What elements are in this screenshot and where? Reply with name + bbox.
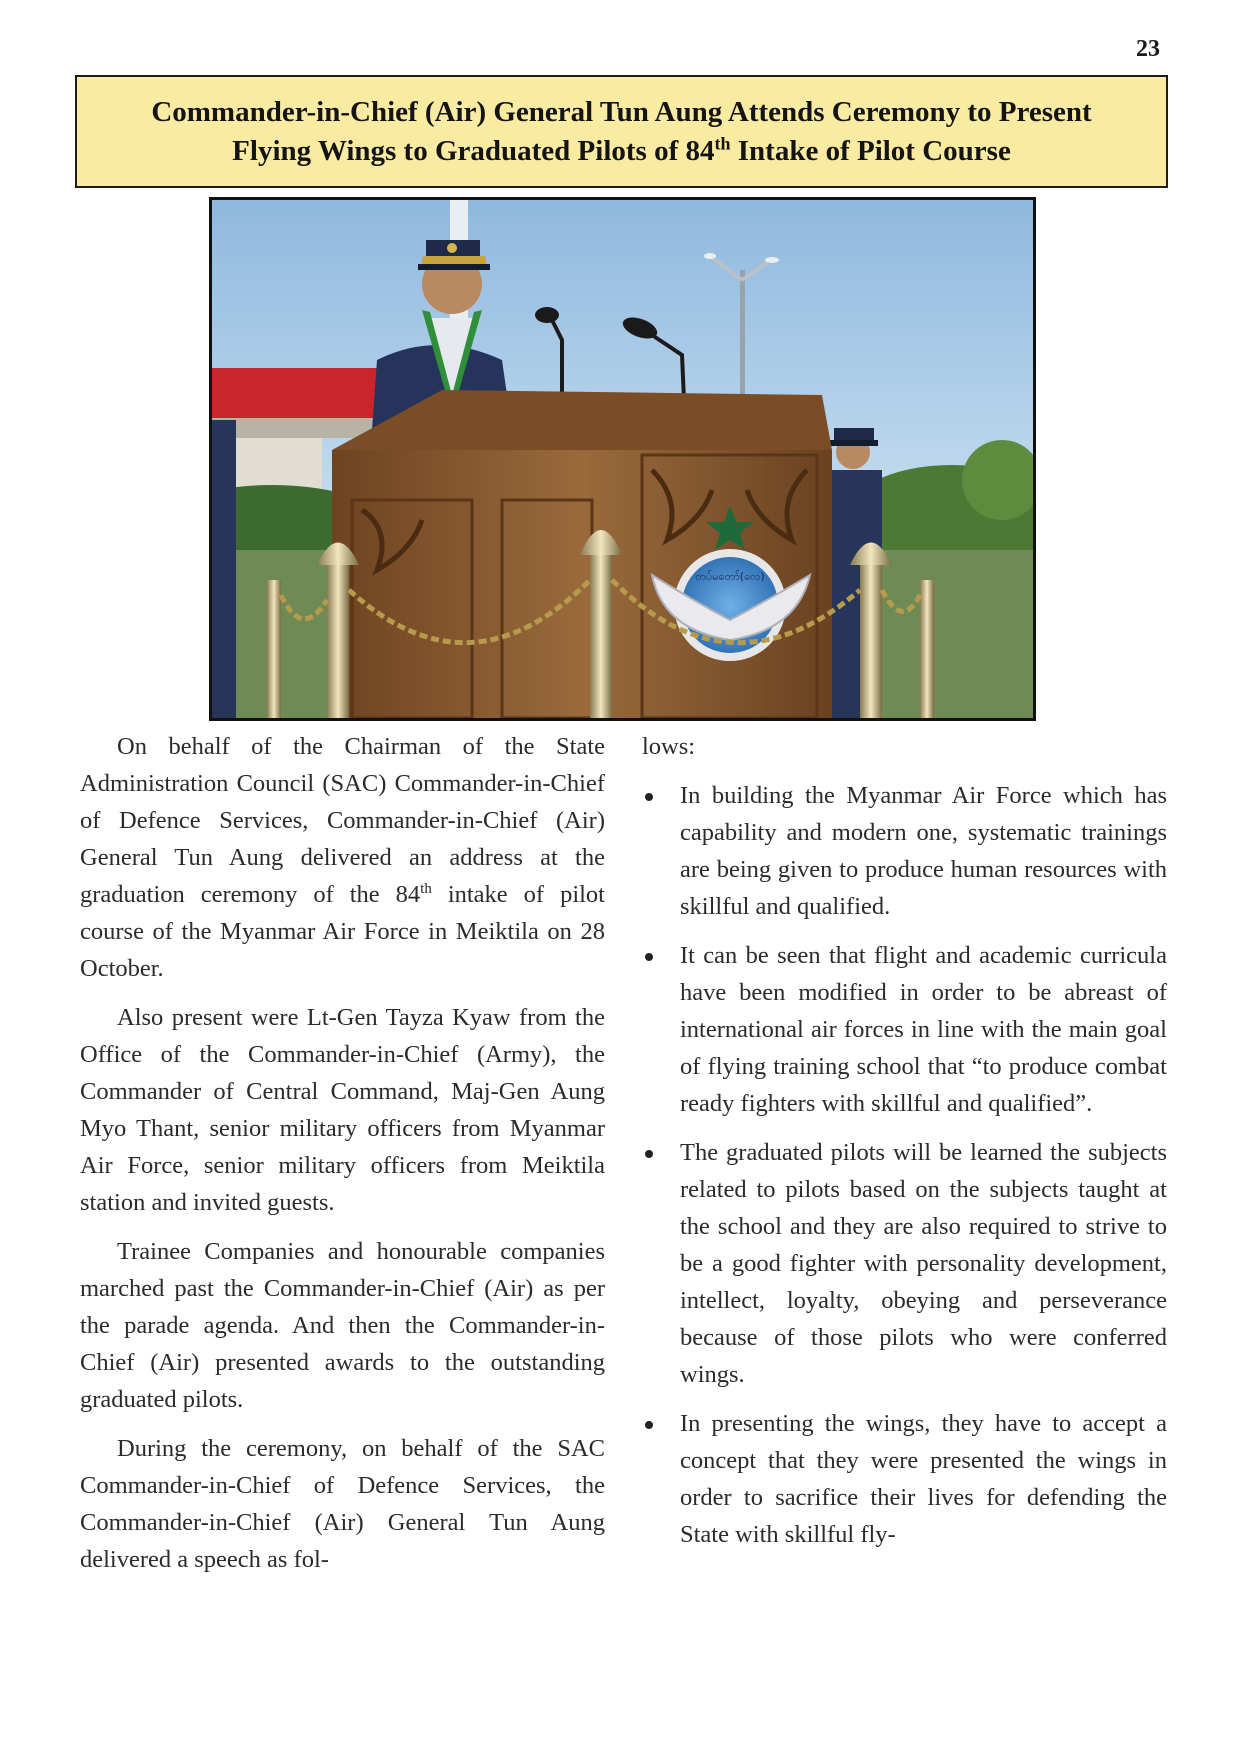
bullet-item: In presenting the wings, they have to accept a concept that they were presented the wings in order to sacrifice their lives for defending the State with skillful fly-	[642, 1405, 1167, 1553]
bullet-item: The graduated pilots will be learned the subjects related to pilots based on the subjects taught at the school and they are also required to strive to be a good fighter with personality development, intellect, loyalty, obeying and perseverance because of those pilots who were conferred wings.	[642, 1134, 1167, 1393]
paragraph-continuation: lows:	[642, 733, 696, 760]
ceremony-photo	[209, 197, 1036, 721]
paragraph-2: Also present were Lt-Gen Tayza Kyaw from the Office of the Commander-in-Chief (Army), the Commander of Central Command, Maj-Gen Aung Myo Thant, senior military officers from Myanmar Air Force, senior military officers from Meiktila station and invited guests.	[80, 1004, 605, 1216]
right-column	[642, 728, 1167, 1565]
article-title	[75, 75, 1168, 188]
title-line-2: Flying Wings to Graduated Pilots of 84th Intake of Pilot Course	[232, 132, 1011, 167]
paragraph-1: On behalf of the Chairman of the State Administration Council (SAC) Commander-in-Chief of Defence Services, Commander-in-Chief (Air) General Tun Aung delivered an address at the graduation ceremony of the 84th intake of pilot course of the Myanmar Air Force in Meiktila on 28 October.	[80, 733, 605, 982]
bullet-item: It can be seen that flight and academic curricula have been modified in order to be abreast of international air forces in line with the main goal of flying training school that “to produce combat ready fighters with skillful and qualified”.	[642, 937, 1167, 1122]
emblem-text: တပ်မတော်(လေ)	[695, 570, 765, 583]
left-column	[80, 728, 605, 1590]
bullet-item: In building the Myanmar Air Force which has capability and modern one, systematic trainings are being given to produce human resources with skillful and qualified.	[642, 777, 1167, 925]
paragraph-4: During the ceremony, on behalf of the SAC Commander-in-Chief of Defence Services, the Commander-in-Chief (Air) General Tun Aung delivered a speech as fol-	[80, 1435, 605, 1573]
paragraph-3: Trainee Companies and honourable companies marched past the Commander-in-Chief (Air) as per the parade agenda. And then the Commander-in-Chief (Air) presented awards to the outstanding graduated pilots.	[80, 1238, 605, 1413]
speech-points-list	[642, 777, 1167, 1553]
title-line-1: Commander-in-Chief (Air) General Tun Aung Attends Ceremony to Present	[151, 95, 1092, 128]
ceremony-photo-illustration	[212, 200, 1033, 718]
page-number: 23	[1136, 36, 1160, 62]
